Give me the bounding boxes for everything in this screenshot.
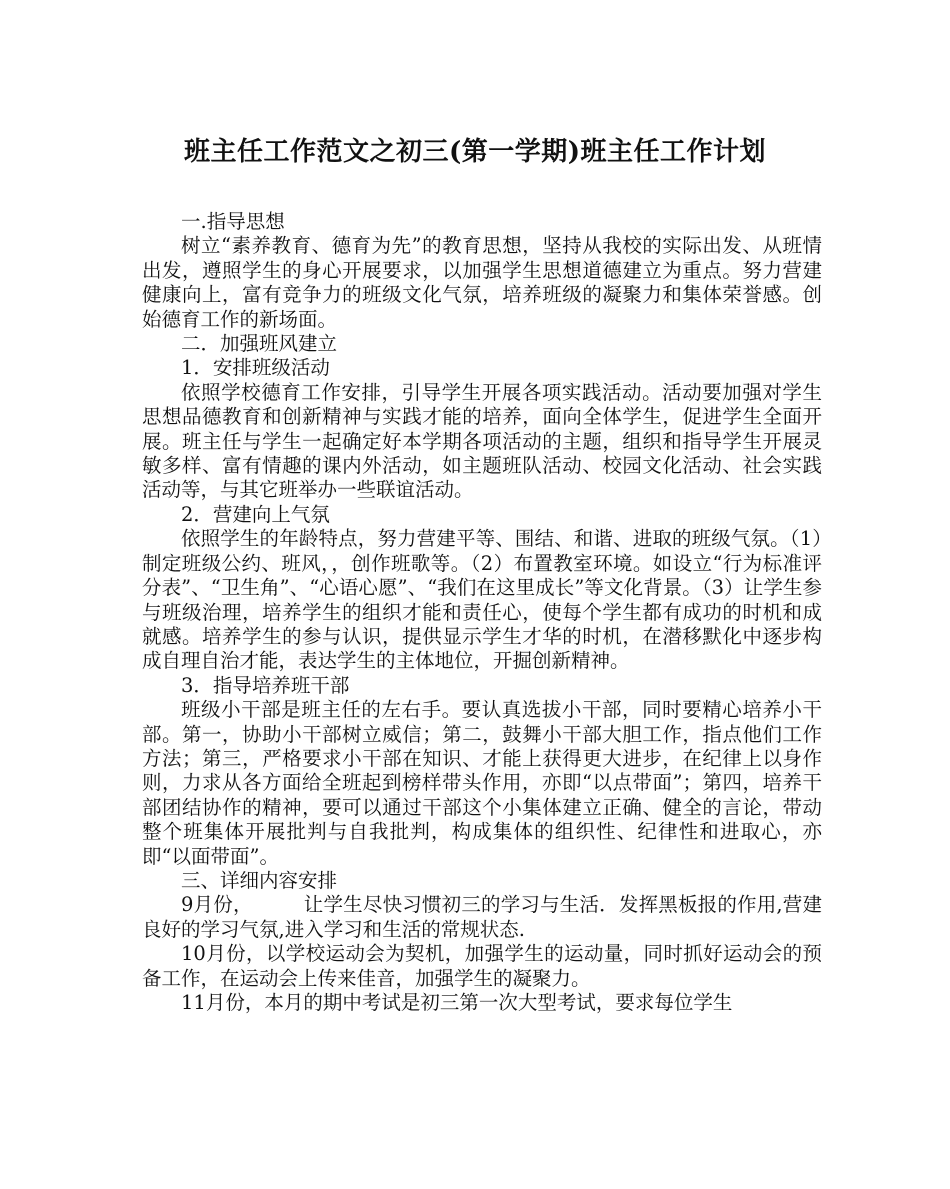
subheading-atmosphere: 2．营建向上气氛 (181, 502, 330, 526)
paragraph-class-activities: 依照学校德育工作安排，引导学生开展各项实践活动。活动要加强对学生思想品德教育和创新精神与实践才能的培养，面向全体学生，促进学生全面开展。班主任与学生一起确定好本学期各项活动的主题，组织和指导学生开展灵敏多样、富有情趣的课内外活动，如主题班队活动、校园文化活动、社会实践活动等，与其它班举办一些联谊活动。 (142, 380, 822, 502)
paragraph-november: 11月份，本月的期中考试是初三第一次大型考试，要求每位学生 (181, 991, 733, 1014)
section-heading-class-style: 二．加强班风建立 (181, 332, 338, 356)
paragraph-class-cadres: 班级小干部是班主任的左右手。要认真选拔小干部，同时要精心培养小干部。第一，协助小干部树立威信；第二，鼓舞小干部大胆工作，指点他们工作方法；第三，严格要求小干部在知识、才能上获得更大进步，在纪律上以身作则，力求从各方面给全班起到榜样带头作用，亦即“以点带面”；第四，培养干部团结协作的精神，要可以通过干部这个小集体建立正确、健全的言论，带动整个班集体开展批判与自我批判，构成集体的组织性、纪律性和进取心，亦即“以面带面”。 (142, 698, 822, 868)
paragraph-atmosphere: 依照学生的年龄特点，努力营建平等、围结、和谐、进取的班级气氛。（1）制定班级公约、班风，，创作班歌等。（2）布置教室环境。如设立“行为标准评分表”、“卫生角”、“心语心愿”、“我们在这里成长”等文化背景。（3）让学生参与班级治理，培养学生的组织才能和责任心，使每个学生都有成功的时机和成就感。培养学生的参与认识，提供显示学生才华的时机，在潜移默化中逐步构成自理自治才能，表达学生的主体地位，开掘创新精神。 (142, 527, 822, 673)
paragraph-september: 9月份， 让学生尽快习惯初三的学习与生活．发挥黑板报的作用,营建良好的学习气氛,进入学习和生活的常规状态. (142, 893, 822, 941)
section-heading-detailed-content: 三、详细内容安排 (181, 868, 338, 892)
subheading-class-cadres: 3．指导培养班干部 (181, 673, 350, 697)
subheading-class-activities: 1．安排班级活动 (181, 356, 330, 380)
paragraph-guiding-thought: 树立“素养教育、德育为先”的教育思想，坚持从我校的实际出发、从班情出发，遵照学生的身心开展要求，以加强学生思想道德建立为重点。努力营建健康向上，富有竞争力的班级文化气氛，培养班级的凝聚力和集体荣誉感。创始德育工作的新场面。 (142, 234, 822, 331)
paragraph-october: 10月份，以学校运动会为契机，加强学生的运动量，同时抓好运动会的预备工作，在运动会上传来佳音，加强学生的凝聚力。 (142, 942, 822, 990)
document-body (142, 210, 822, 1015)
section-heading-guiding-thought: 一.指导思想 (181, 210, 285, 233)
document-title: 班主任工作范文之初三(第一学期)班主任工作计划 (183, 137, 767, 167)
